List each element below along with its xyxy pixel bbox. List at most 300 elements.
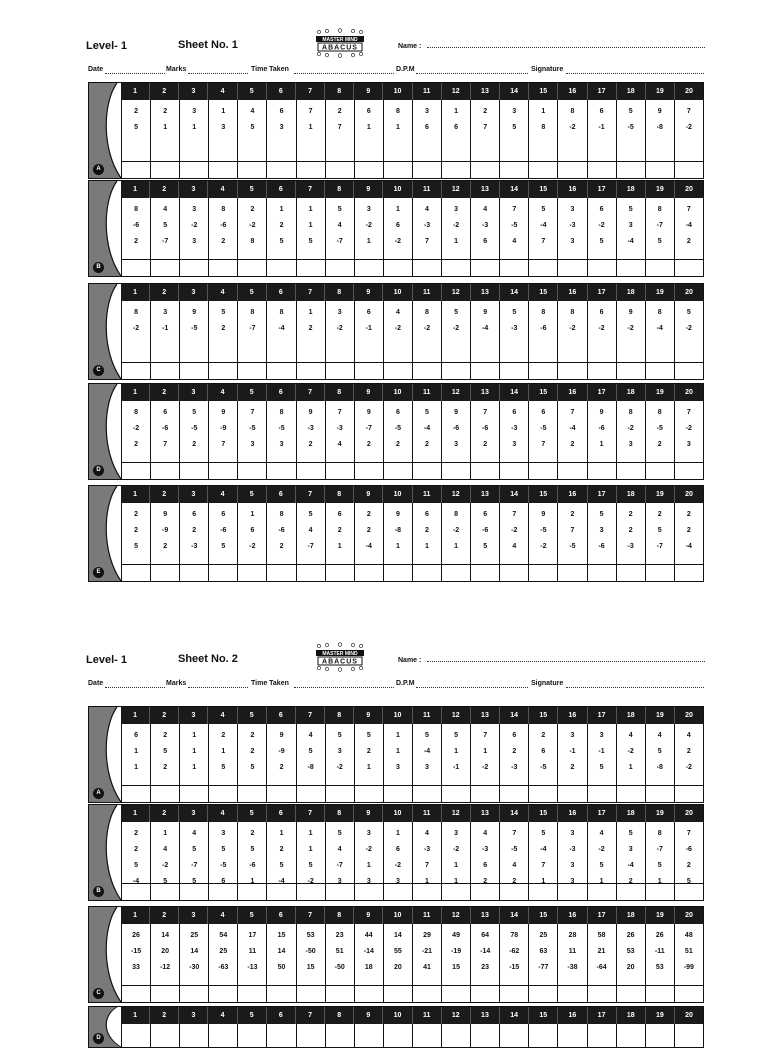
answer-box[interactable] [151,462,179,479]
answer-box[interactable] [558,883,586,900]
answer-box[interactable] [413,785,441,802]
problem-value: 2 [337,108,342,115]
answer-box[interactable] [355,462,383,479]
answer-box[interactable] [122,883,150,900]
answer-box[interactable] [617,785,645,802]
answer-box[interactable] [209,785,237,802]
column-number: 13 [470,1007,499,1024]
answer-box[interactable] [558,985,586,1002]
problem-column [383,198,412,276]
answer-box[interactable] [326,462,354,479]
answer-box[interactable] [122,985,150,1002]
problem-value: 5 [337,830,342,837]
answer-box[interactable] [180,564,208,581]
answer-box[interactable] [471,985,499,1002]
answer-box[interactable] [151,362,179,379]
answer-box[interactable] [297,462,325,479]
column-number: 13 [470,707,499,724]
problem-value: 5 [250,764,255,771]
answer-box[interactable] [355,785,383,802]
problem-column [296,100,325,178]
answer-box[interactable] [675,785,703,802]
name-field-line[interactable] [427,47,705,48]
answer-box[interactable] [384,362,412,379]
answer-box[interactable] [238,161,266,178]
answer-box[interactable] [646,362,674,379]
problem-value: 8 [628,409,633,416]
dpm-field-line[interactable] [416,687,528,688]
answer-box[interactable] [558,362,586,379]
problem-value: 7 [483,732,488,739]
answer-box[interactable] [209,564,237,581]
answer-box[interactable] [675,362,703,379]
block-side-tab [89,1007,121,1047]
problem-value: 4 [686,732,691,739]
problem-column [383,924,412,1002]
problem-value: -62 [509,948,520,955]
problem-value: 2 [570,764,575,771]
answer-box[interactable] [500,785,528,802]
logo-line2: ABACUS [322,44,358,52]
problem-value: 6 [221,878,226,885]
answer-box[interactable] [413,883,441,900]
column-number: 15 [528,181,557,198]
problem-value: 3 [221,124,226,131]
answer-box[interactable] [384,564,412,581]
answer-box[interactable] [151,985,179,1002]
problem-value: 1 [395,206,400,213]
answer-box[interactable] [151,161,179,178]
answer-box[interactable] [180,883,208,900]
answer-box[interactable] [326,564,354,581]
name-field-line[interactable] [427,661,705,662]
column-number: 18 [616,384,645,401]
answer-box[interactable] [297,985,325,1002]
answer-box[interactable] [558,462,586,479]
answer-box[interactable] [326,362,354,379]
time-taken-field-line[interactable] [294,687,394,688]
answer-box[interactable] [558,161,586,178]
answer-box[interactable] [384,785,412,802]
answer-box[interactable] [471,564,499,581]
answer-box[interactable] [558,259,586,276]
problem-value: 3 [337,878,342,885]
answer-box[interactable] [617,259,645,276]
answer-box[interactable] [529,259,557,276]
answer-box[interactable] [122,161,150,178]
answer-box[interactable] [588,883,616,900]
answer-box[interactable] [646,462,674,479]
problem-value: 7 [686,206,691,213]
answer-box[interactable] [617,362,645,379]
problem-value: 7 [541,441,546,448]
answer-box[interactable] [326,883,354,900]
answer-box[interactable] [297,564,325,581]
answer-box[interactable] [529,161,557,178]
problem-value: 11 [248,948,257,955]
problem-value: -5 [249,425,256,432]
column-number: 18 [616,284,645,301]
answer-box[interactable] [297,161,325,178]
date-field-line[interactable] [105,73,165,74]
answer-box[interactable] [209,259,237,276]
answer-box[interactable] [529,362,557,379]
problem-value: 9 [221,409,226,416]
answer-box[interactable] [675,161,703,178]
answer-box[interactable] [442,362,470,379]
problem-value: -50 [305,948,316,955]
problem-value: 5 [221,764,226,771]
answer-box[interactable] [384,259,412,276]
answer-box[interactable] [529,564,557,581]
problem-value: 4 [483,206,488,213]
time-taken-label: Time Taken [251,66,289,73]
column-number: 7 [295,181,324,198]
problem-value: 2 [163,108,168,115]
answer-box[interactable] [442,985,470,1002]
problem-value: 4 [657,732,662,739]
answer-box[interactable] [151,259,179,276]
answer-box[interactable] [122,785,150,802]
answer-box[interactable] [355,564,383,581]
answer-box[interactable] [471,161,499,178]
column-number: 4 [207,83,236,100]
answer-box[interactable] [355,259,383,276]
problem-value: 25 [539,932,548,939]
answer-box[interactable] [588,785,616,802]
column-number: 20 [674,284,703,301]
answer-box[interactable] [267,462,295,479]
column-number: 2 [149,384,178,401]
answer-box[interactable] [675,883,703,900]
problem-value: 5 [628,206,633,213]
problem-value: 9 [599,409,604,416]
answer-box[interactable] [209,462,237,479]
problem-value: 6 [395,222,400,229]
problem-value: 2 [192,527,197,534]
answer-box[interactable] [384,985,412,1002]
answer-box[interactable] [209,161,237,178]
answer-box[interactable] [500,161,528,178]
problem-value: -4 [656,325,663,332]
answer-box[interactable] [471,259,499,276]
marks-field-line[interactable] [188,73,248,74]
column-header-row [121,1007,703,1024]
answer-box[interactable] [442,883,470,900]
problem-value: 7 [570,409,575,416]
answer-box[interactable] [413,564,441,581]
problem-value: -5 [511,846,518,853]
problem-column [237,822,266,900]
answer-box[interactable] [326,161,354,178]
problem-columns [121,401,703,479]
problem-value: 4 [163,846,168,853]
problem-value: 1 [454,748,459,755]
answer-box[interactable] [500,362,528,379]
problem-value: 1 [308,124,313,131]
answer-box[interactable] [326,259,354,276]
answer-box[interactable] [122,462,150,479]
problem-value: 1 [657,878,662,885]
signature-label: Signature [531,66,564,73]
problem-value: -4 [569,425,576,432]
column-number: 4 [207,1007,236,1024]
answer-box[interactable] [122,259,150,276]
problem-column [528,822,557,900]
answer-box[interactable] [413,161,441,178]
answer-box[interactable] [384,161,412,178]
problem-value: 8 [657,830,662,837]
problem-value: -15 [130,948,142,955]
answer-box[interactable] [180,985,208,1002]
answer-box[interactable] [297,785,325,802]
problem-value: -3 [423,846,431,853]
problem-grid [121,181,703,276]
answer-box[interactable] [646,985,674,1002]
answer-box[interactable] [675,259,703,276]
problem-value: 3 [163,309,168,316]
problem-value: 2 [163,543,168,550]
answer-box[interactable] [500,883,528,900]
column-number: 15 [528,284,557,301]
answer-box[interactable] [442,785,470,802]
problem-column [208,1024,237,1047]
problem-column [150,100,179,178]
problem-column [470,822,499,900]
problem-value: 2 [366,527,371,534]
answer-box[interactable] [442,161,470,178]
answer-box[interactable] [267,883,295,900]
answer-box[interactable] [500,564,528,581]
answer-box[interactable] [471,785,499,802]
answer-box[interactable] [588,462,616,479]
answer-box[interactable] [442,259,470,276]
problem-column [645,100,674,178]
problem-value: 7 [250,409,255,416]
date-field-line[interactable] [105,687,165,688]
problem-column [616,100,645,178]
answer-box[interactable] [355,985,383,1002]
answer-box[interactable] [646,259,674,276]
answer-box[interactable] [151,785,179,802]
column-number: 5 [237,1007,266,1024]
problem-column [237,301,266,379]
problem-value: -11 [654,948,665,955]
block-side-tab [89,384,121,479]
answer-box[interactable] [122,564,150,581]
column-number: 7 [295,83,324,100]
answer-box[interactable] [238,462,266,479]
problem-column [296,1024,325,1047]
answer-box[interactable] [238,362,266,379]
answer-box[interactable] [588,161,616,178]
answer-box[interactable] [529,883,557,900]
answer-box[interactable] [675,462,703,479]
problem-column [645,1024,674,1047]
column-number: 2 [149,486,178,503]
answer-box[interactable] [267,785,295,802]
column-number: 9 [353,83,382,100]
answer-box[interactable] [122,362,150,379]
problem-value: -2 [132,425,140,432]
answer-box[interactable] [588,564,616,581]
dpm-field-line[interactable] [416,73,528,74]
problem-value: 4 [250,108,255,115]
problem-columns [121,924,703,1002]
answer-box[interactable] [588,259,616,276]
answer-box[interactable] [413,462,441,479]
answer-box[interactable] [588,362,616,379]
answer-box[interactable] [209,362,237,379]
answer-box[interactable] [238,785,266,802]
problem-value: 7 [163,441,168,448]
problem-column [150,724,179,802]
answer-box[interactable] [238,985,266,1002]
answer-box[interactable] [442,564,470,581]
problem-value: -15 [509,964,520,971]
answer-box[interactable] [267,564,295,581]
problem-value: -6 [482,425,489,432]
problem-value: -3 [423,222,431,229]
column-header-row [121,805,703,822]
answer-box[interactable] [355,883,383,900]
problem-value: 6 [483,511,488,518]
answer-box[interactable] [238,564,266,581]
answer-box[interactable] [180,785,208,802]
signature-field-line[interactable] [566,687,704,688]
answer-box[interactable] [500,259,528,276]
answer-box[interactable] [529,985,557,1002]
answer-box[interactable] [675,564,703,581]
problem-value: 7 [483,124,488,131]
problem-value: 6 [541,748,546,755]
answer-box[interactable] [151,883,179,900]
problem-value: -2 [365,846,372,853]
answer-box[interactable] [500,462,528,479]
answer-box[interactable] [297,362,325,379]
problem-value: 5 [541,206,546,213]
answer-box[interactable] [297,883,325,900]
answer-box[interactable] [413,362,441,379]
answer-box[interactable] [384,462,412,479]
answer-box[interactable] [588,985,616,1002]
answer-box[interactable] [500,985,528,1002]
answer-box[interactable] [646,161,674,178]
answer-box[interactable] [267,259,295,276]
answer-box[interactable] [675,985,703,1002]
column-number: 14 [499,384,528,401]
answer-box[interactable] [529,462,557,479]
problem-value: -3 [511,325,518,332]
answer-box[interactable] [471,883,499,900]
answer-box[interactable] [267,362,295,379]
problem-column [121,401,150,479]
column-number: 14 [499,707,528,724]
answer-box[interactable] [558,785,586,802]
problem-value: 2 [483,878,488,885]
problem-value: -50 [334,964,345,971]
problem-value: -3 [569,846,576,853]
answer-box[interactable] [646,883,674,900]
problem-column [354,100,383,178]
answer-box[interactable] [209,883,237,900]
answer-box[interactable] [238,883,266,900]
answer-box[interactable] [646,785,674,802]
answer-box[interactable] [326,985,354,1002]
problem-value: -5 [394,425,401,432]
answer-box[interactable] [617,564,645,581]
column-number: 11 [412,181,441,198]
answer-box[interactable] [617,985,645,1002]
answer-box[interactable] [297,259,325,276]
answer-box[interactable] [267,985,295,1002]
problem-value: -2 [452,222,460,229]
column-number: 6 [266,1007,295,1024]
column-number: 13 [470,805,499,822]
answer-box[interactable] [355,161,383,178]
answer-box[interactable] [646,564,674,581]
problem-value: -3 [627,543,634,550]
answer-box[interactable] [355,362,383,379]
answer-box[interactable] [617,883,645,900]
problem-value: 1 [279,206,284,213]
problem-column [150,1024,179,1047]
answer-box[interactable] [180,259,208,276]
problem-column [674,198,703,276]
signature-field-line[interactable] [566,73,704,74]
problem-value: 2 [395,441,400,448]
time-taken-field-line[interactable] [294,73,394,74]
answer-box[interactable] [558,564,586,581]
problem-column [674,401,703,479]
answer-box[interactable] [471,362,499,379]
answer-box[interactable] [180,362,208,379]
answer-box[interactable] [384,883,412,900]
problem-value: 3 [425,764,429,771]
answer-box[interactable] [209,985,237,1002]
problem-grid [121,486,703,581]
answer-box[interactable] [442,462,470,479]
answer-box[interactable] [238,259,266,276]
marks-field-line[interactable] [188,687,248,688]
answer-box[interactable] [617,462,645,479]
column-number: 20 [674,1007,703,1024]
answer-box[interactable] [617,161,645,178]
problem-column [150,822,179,900]
problem-value: 7 [483,409,488,416]
answer-box[interactable] [326,785,354,802]
problem-value: 5 [657,238,662,245]
answer-box[interactable] [471,462,499,479]
answer-box[interactable] [267,161,295,178]
problem-value: 2 [628,511,633,518]
answer-box[interactable] [529,785,557,802]
answer-box[interactable] [413,985,441,1002]
problem-value: 2 [686,748,691,755]
problem-value: -4 [278,325,285,332]
answer-box[interactable] [180,462,208,479]
answer-box[interactable] [151,564,179,581]
problem-column [121,198,150,276]
answer-box[interactable] [413,259,441,276]
problem-value: 8 [134,206,138,213]
problem-value: 2 [628,878,633,885]
column-number: 2 [149,907,178,924]
problem-column [441,301,470,379]
answer-box[interactable] [180,161,208,178]
problem-value: 2 [250,830,255,837]
problem-value: 1 [454,543,459,550]
